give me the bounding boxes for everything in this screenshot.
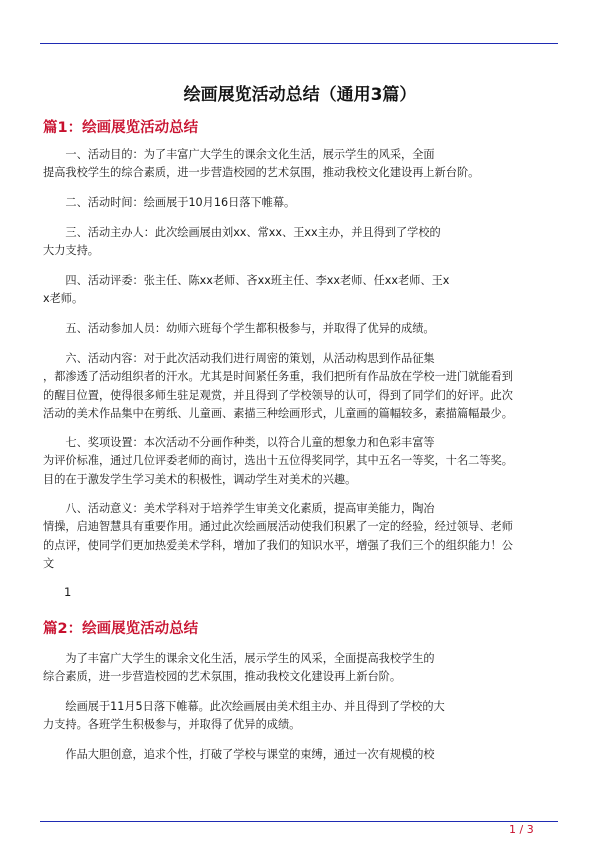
paragraph: 为了丰富广大学生的课余文化生活，展示学生的风采，全面提高我校学生的 综合素质，进一步营造校园的艺术氛围，推动我校文化建设再上新台阶。 (43, 652, 435, 684)
section-heading-2: 篇2：绘画展览活动总结 (43, 621, 199, 637)
paragraph: 二、活动时间：绘画展于10月16日落下帷幕。 (43, 196, 296, 209)
header-rule (40, 43, 558, 44)
document-title: 绘画展览活动总结（通用3篇） (183, 85, 417, 105)
paragraph: 四、活动评委：张主任、陈xx老师、吝xx班主任、李xx老师、任xx老师、王x x老师。 (43, 274, 450, 306)
paragraph: 一、活动目的：为了丰富广大学生的课余文化生活，展示学生的风采，全面 提高我校学生的综合素质，进一步营造校园的艺术氛围，推动我校文化建设再上新台阶。 (43, 148, 480, 180)
footer-rule (40, 821, 558, 822)
page-number: 1 (64, 585, 72, 599)
paragraph: 作品大胆创意，追求个性，打破了学校与课堂的束缚，通过一次有规模的校 (43, 748, 435, 761)
pagination: 1 / 3 (509, 823, 534, 836)
paragraph: 绘画展于11月5日落下帷幕。此次绘画展由美术组主办、并且得到了学校的大 力支持。各班学生积极参与，并取得了优异的成绩。 (43, 700, 445, 732)
paragraph: 八、活动意义：美术学科对于培养学生审美文化素质，提高审美能力，陶冶 情操，启迪智慧具有重要作用。通过此次绘画展活动使我们积累了一定的经验，经过领导、老师 的点评，使同学们更加热爱美术学科，增加了我们的知识水平，增强了我们三个的组织能力！公 文 (43, 502, 513, 571)
paragraph: 三、活动主办人：此次绘画展由刘xx、常xx、王xx主办，并且得到了学校的 大力支持。 (43, 226, 441, 258)
section-heading-1: 篇1：绘画展览活动总结 (43, 120, 199, 136)
paragraph: 五、活动参加人员：幼师六班每个学生都积极参与，并取得了优异的成绩。 (43, 322, 435, 335)
paragraph: 六、活动内容：对于此次活动我们进行周密的策划，从活动构思到作品征集 ，都渗透了活动组织者的汗水。尤其是时间紧任务重，我们把所有作品放在学校一进门就能看到 的醒目位置，使得很多师生驻足观赏，并且得到了学校领导的认可，得到了同学们的好评。此次 活动的美术作品集中在剪纸、儿童画、素描三种绘画形式，儿童画的篇幅较多，素描篇幅最少。 (43, 352, 513, 421)
paragraph: 七、奖项设置：本次活动不分画作种类，以符合儿童的想象力和色彩丰富等 为评价标准，通过几位评委老师的商讨，选出十五位得奖同学，其中五名一等奖，十名二等奖。 目的在于激发学生学习美术的积极性，调动学生对美术的兴趣。 (43, 436, 513, 486)
